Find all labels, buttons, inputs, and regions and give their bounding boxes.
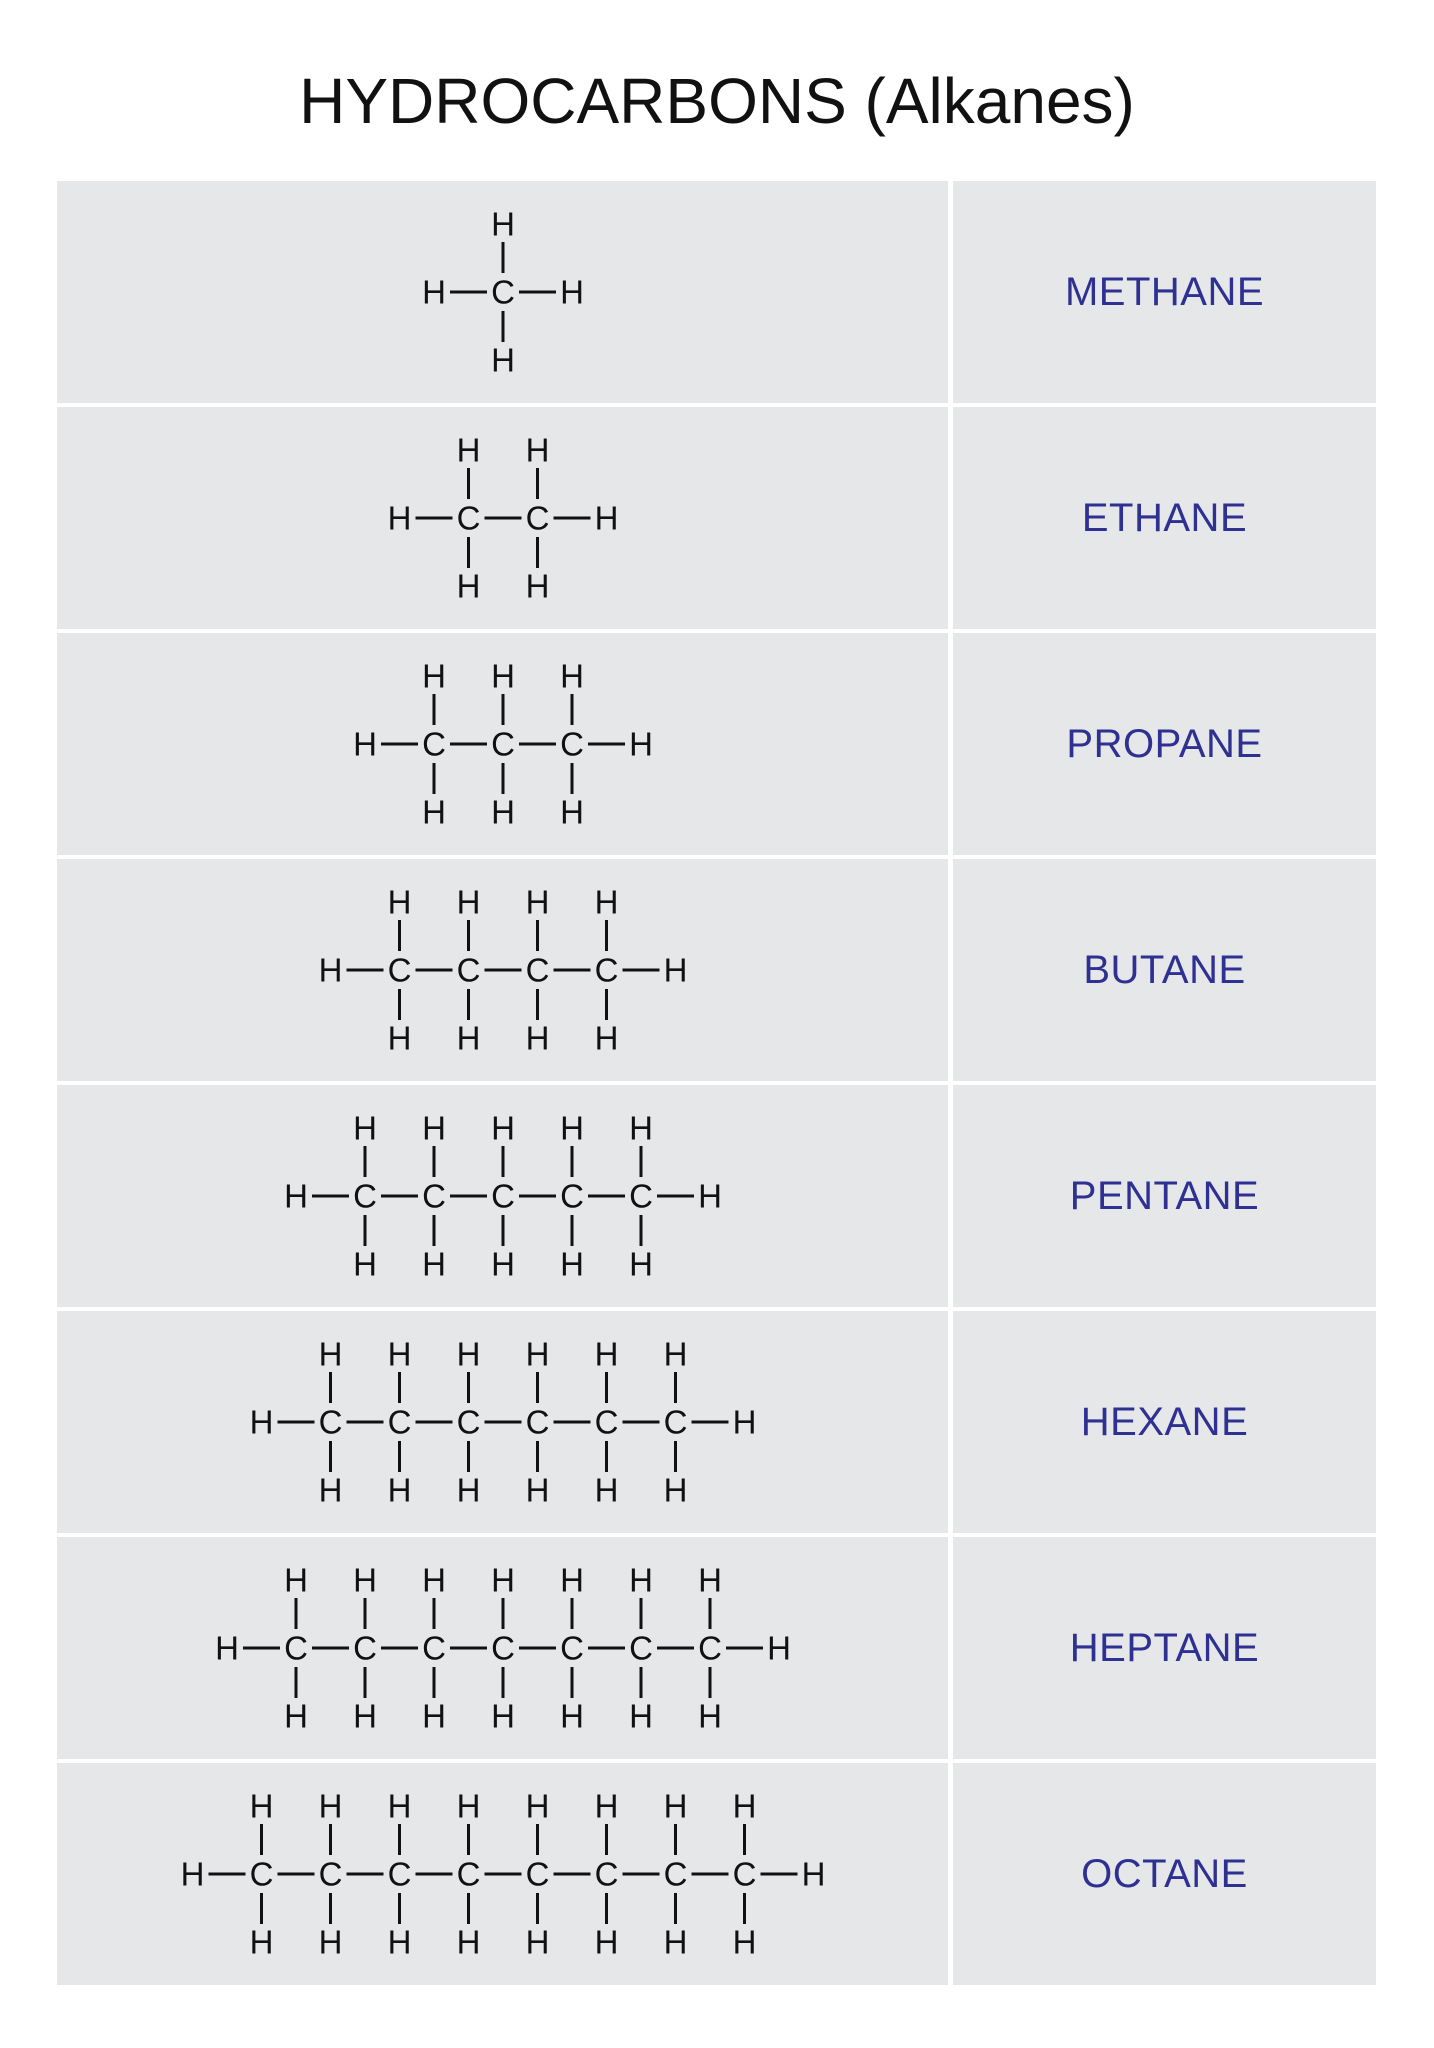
- carbon-atom: C: [387, 1855, 412, 1893]
- hydrogen-atom: H: [318, 1787, 343, 1825]
- hydrogen-atom: H: [525, 1471, 550, 1509]
- carbon-atom: C: [491, 273, 515, 311]
- alkane-row: [57, 633, 1376, 855]
- hydrogen-atom: H: [594, 1923, 619, 1961]
- hydrogen-atom: H: [422, 1245, 446, 1283]
- carbon-atom: C: [560, 1177, 584, 1215]
- hydrogen-atom: H: [387, 1019, 412, 1057]
- alkane-row: [57, 181, 1376, 403]
- hydrogen-atom: H: [353, 1109, 377, 1147]
- structural-formula-cell: [57, 181, 948, 403]
- hydrogen-atom: H: [491, 1245, 515, 1283]
- hydrogen-atom: H: [456, 1923, 481, 1961]
- hydrogen-atom: H: [732, 1923, 757, 1961]
- hydrogen-atom: H: [560, 1697, 584, 1735]
- carbon-atom: C: [560, 1629, 584, 1667]
- hydrogen-atom: H: [491, 1109, 515, 1147]
- alkane-row: [57, 1537, 1376, 1759]
- alkane-name-cell: [953, 1537, 1376, 1759]
- hydrogen-atom: H: [353, 1697, 377, 1735]
- alkane-row: [57, 1085, 1376, 1307]
- hydrogen-atom: H: [594, 883, 619, 921]
- alkane-name: PROPANE: [1066, 721, 1263, 766]
- hydrogen-atom: H: [663, 1471, 688, 1509]
- structural-formula-cell: [57, 1085, 948, 1307]
- hydrogen-atom: H: [525, 883, 550, 921]
- hydrogen-atom: H: [456, 431, 481, 469]
- carbon-atom: C: [525, 951, 550, 989]
- hydrogen-atom: H: [594, 1787, 619, 1825]
- structural-formula: [57, 1085, 948, 1307]
- hydrogen-atom: H: [318, 951, 343, 989]
- hydrogen-atom: H: [422, 657, 446, 695]
- structural-formula: [57, 859, 948, 1081]
- carbon-atom: C: [284, 1629, 308, 1667]
- carbon-atom: C: [422, 725, 446, 763]
- hydrogen-atom: H: [560, 273, 584, 311]
- hydrogen-atom: H: [525, 1787, 550, 1825]
- hydrogen-atom: H: [491, 341, 515, 379]
- hydrogen-atom: H: [491, 1697, 515, 1735]
- hydrogen-atom: H: [560, 1561, 584, 1599]
- carbon-atom: C: [456, 499, 481, 537]
- alkane-name-cell: [953, 859, 1376, 1081]
- alkane-name-cell: [953, 1763, 1376, 1985]
- structural-formula-cell: [57, 633, 948, 855]
- hydrogen-atom: H: [353, 1561, 377, 1599]
- hydrogen-atom: H: [732, 1787, 757, 1825]
- hydrogen-atom: H: [387, 883, 412, 921]
- structural-formula-cell: [57, 407, 948, 629]
- hydrogen-atom: H: [560, 793, 584, 831]
- carbon-atom: C: [353, 1177, 377, 1215]
- carbon-atom: C: [353, 1629, 377, 1667]
- hydrogen-atom: H: [525, 1923, 550, 1961]
- carbon-atom: C: [422, 1629, 446, 1667]
- alkane-name: HEPTANE: [1069, 1625, 1260, 1670]
- hydrogen-atom: H: [456, 1019, 481, 1057]
- carbon-atom: C: [456, 951, 481, 989]
- hydrogen-atom: H: [422, 793, 446, 831]
- hydrogen-atom: H: [525, 567, 550, 605]
- carbon-atom: C: [698, 1629, 722, 1667]
- alkane-name: OCTANE: [1081, 1851, 1248, 1896]
- hydrogen-atom: H: [387, 1335, 412, 1373]
- hydrogen-atom: H: [318, 1923, 343, 1961]
- hydrogen-atom: H: [698, 1561, 722, 1599]
- structural-formula-cell: [57, 1311, 948, 1533]
- structural-formula: [57, 181, 948, 403]
- hydrogen-atom: H: [491, 205, 515, 243]
- carbon-atom: C: [594, 1855, 619, 1893]
- structural-formula-cell: [57, 1537, 948, 1759]
- hydrogen-atom: H: [594, 1471, 619, 1509]
- hydrogen-atom: H: [491, 793, 515, 831]
- alkane-name: METHANE: [1064, 269, 1265, 314]
- carbon-atom: C: [456, 1403, 481, 1441]
- hydrogen-atom: H: [353, 725, 377, 763]
- hydrogen-atom: H: [387, 1923, 412, 1961]
- hydrogen-atom: H: [732, 1403, 757, 1441]
- hydrogen-atom: H: [594, 1019, 619, 1057]
- hydrogen-atom: H: [525, 431, 550, 469]
- carbon-atom: C: [456, 1855, 481, 1893]
- carbon-atom: C: [422, 1177, 446, 1215]
- hydrogen-atom: H: [387, 1471, 412, 1509]
- alkane-name: HEXANE: [1080, 1399, 1249, 1444]
- hydrogen-atom: H: [801, 1855, 826, 1893]
- structural-formula: [57, 407, 948, 629]
- hydrogen-atom: H: [318, 1471, 343, 1509]
- alkane-name: BUTANE: [1083, 947, 1246, 992]
- carbon-atom: C: [629, 1629, 653, 1667]
- structural-formula: [57, 1763, 948, 1985]
- hydrogen-atom: H: [698, 1697, 722, 1735]
- hydrogen-atom: H: [284, 1177, 308, 1215]
- alkane-name: PENTANE: [1069, 1173, 1260, 1218]
- hydrogen-atom: H: [594, 1335, 619, 1373]
- hydrogen-atom: H: [560, 1245, 584, 1283]
- carbon-atom: C: [732, 1855, 757, 1893]
- page-title: HYDROCARBONS (Alkanes): [299, 65, 1135, 137]
- hydrogen-atom: H: [387, 1787, 412, 1825]
- hydrogen-atom: H: [422, 1109, 446, 1147]
- hydrogen-atom: H: [663, 1923, 688, 1961]
- hydrogen-atom: H: [525, 1019, 550, 1057]
- hydrogen-atom: H: [180, 1855, 205, 1893]
- alkane-row: [57, 407, 1376, 629]
- hydrogen-atom: H: [456, 1787, 481, 1825]
- structural-formula: [57, 1311, 948, 1533]
- hydrogen-atom: H: [456, 883, 481, 921]
- hydrogen-atom: H: [249, 1923, 274, 1961]
- carbon-atom: C: [594, 951, 619, 989]
- hydrogen-atom: H: [284, 1697, 308, 1735]
- carbon-atom: C: [318, 1855, 343, 1893]
- hydrogen-atom: H: [422, 1697, 446, 1735]
- hydrogen-atom: H: [249, 1787, 274, 1825]
- carbon-atom: C: [525, 1855, 550, 1893]
- structural-formula-cell: [57, 1763, 948, 1985]
- carbon-atom: C: [629, 1177, 653, 1215]
- carbon-atom: C: [525, 1403, 550, 1441]
- hydrogen-atom: H: [525, 1335, 550, 1373]
- carbon-atom: C: [387, 951, 412, 989]
- hydrogen-atom: H: [456, 1471, 481, 1509]
- carbon-atom: C: [249, 1855, 274, 1893]
- hydrogen-atom: H: [594, 499, 619, 537]
- carbon-atom: C: [525, 499, 550, 537]
- carbon-atom: C: [491, 1629, 515, 1667]
- alkane-name-cell: [953, 633, 1376, 855]
- hydrogen-atom: H: [560, 657, 584, 695]
- alkane-name-cell: [953, 1311, 1376, 1533]
- hydrogen-atom: H: [663, 1787, 688, 1825]
- structural-formula-cell: [57, 859, 948, 1081]
- carbon-atom: C: [594, 1403, 619, 1441]
- hydrogen-atom: H: [663, 951, 688, 989]
- alkane-row: [57, 859, 1376, 1081]
- hydrogen-atom: H: [249, 1403, 274, 1441]
- alkane-name-cell: [953, 1085, 1376, 1307]
- carbon-atom: C: [387, 1403, 412, 1441]
- carbon-atom: C: [663, 1855, 688, 1893]
- hydrogen-atom: H: [767, 1629, 791, 1667]
- hydrogen-atom: H: [215, 1629, 239, 1667]
- hydrogen-atom: H: [491, 1561, 515, 1599]
- hydrogen-atom: H: [422, 273, 446, 311]
- hydrogen-atom: H: [629, 1697, 653, 1735]
- hydrogen-atom: H: [353, 1245, 377, 1283]
- hydrogen-atom: H: [629, 1561, 653, 1599]
- hydrogen-atom: H: [629, 1109, 653, 1147]
- hydrogen-atom: H: [456, 567, 481, 605]
- structural-formula: [57, 1537, 948, 1759]
- hydrogen-atom: H: [387, 499, 412, 537]
- alkane-row: [57, 1311, 1376, 1533]
- hydrogen-atom: H: [318, 1335, 343, 1373]
- carbon-atom: C: [318, 1403, 343, 1441]
- hydrogen-atom: H: [284, 1561, 308, 1599]
- hydrogen-atom: H: [560, 1109, 584, 1147]
- hydrogen-atom: H: [698, 1177, 722, 1215]
- hydrogen-atom: H: [629, 1245, 653, 1283]
- structural-formula: [57, 633, 948, 855]
- hydrogen-atom: H: [491, 657, 515, 695]
- carbon-atom: C: [663, 1403, 688, 1441]
- alkane-table: [57, 181, 1376, 1989]
- hydrogen-atom: H: [663, 1335, 688, 1373]
- hydrogen-atom: H: [629, 725, 653, 763]
- carbon-atom: C: [491, 1177, 515, 1215]
- carbon-atom: C: [491, 725, 515, 763]
- alkane-name-cell: [953, 407, 1376, 629]
- hydrogen-atom: H: [422, 1561, 446, 1599]
- alkane-row: [57, 1763, 1376, 1985]
- alkane-name-cell: [953, 181, 1376, 403]
- carbon-atom: C: [560, 725, 584, 763]
- hydrogen-atom: H: [456, 1335, 481, 1373]
- alkane-name: ETHANE: [1081, 495, 1248, 540]
